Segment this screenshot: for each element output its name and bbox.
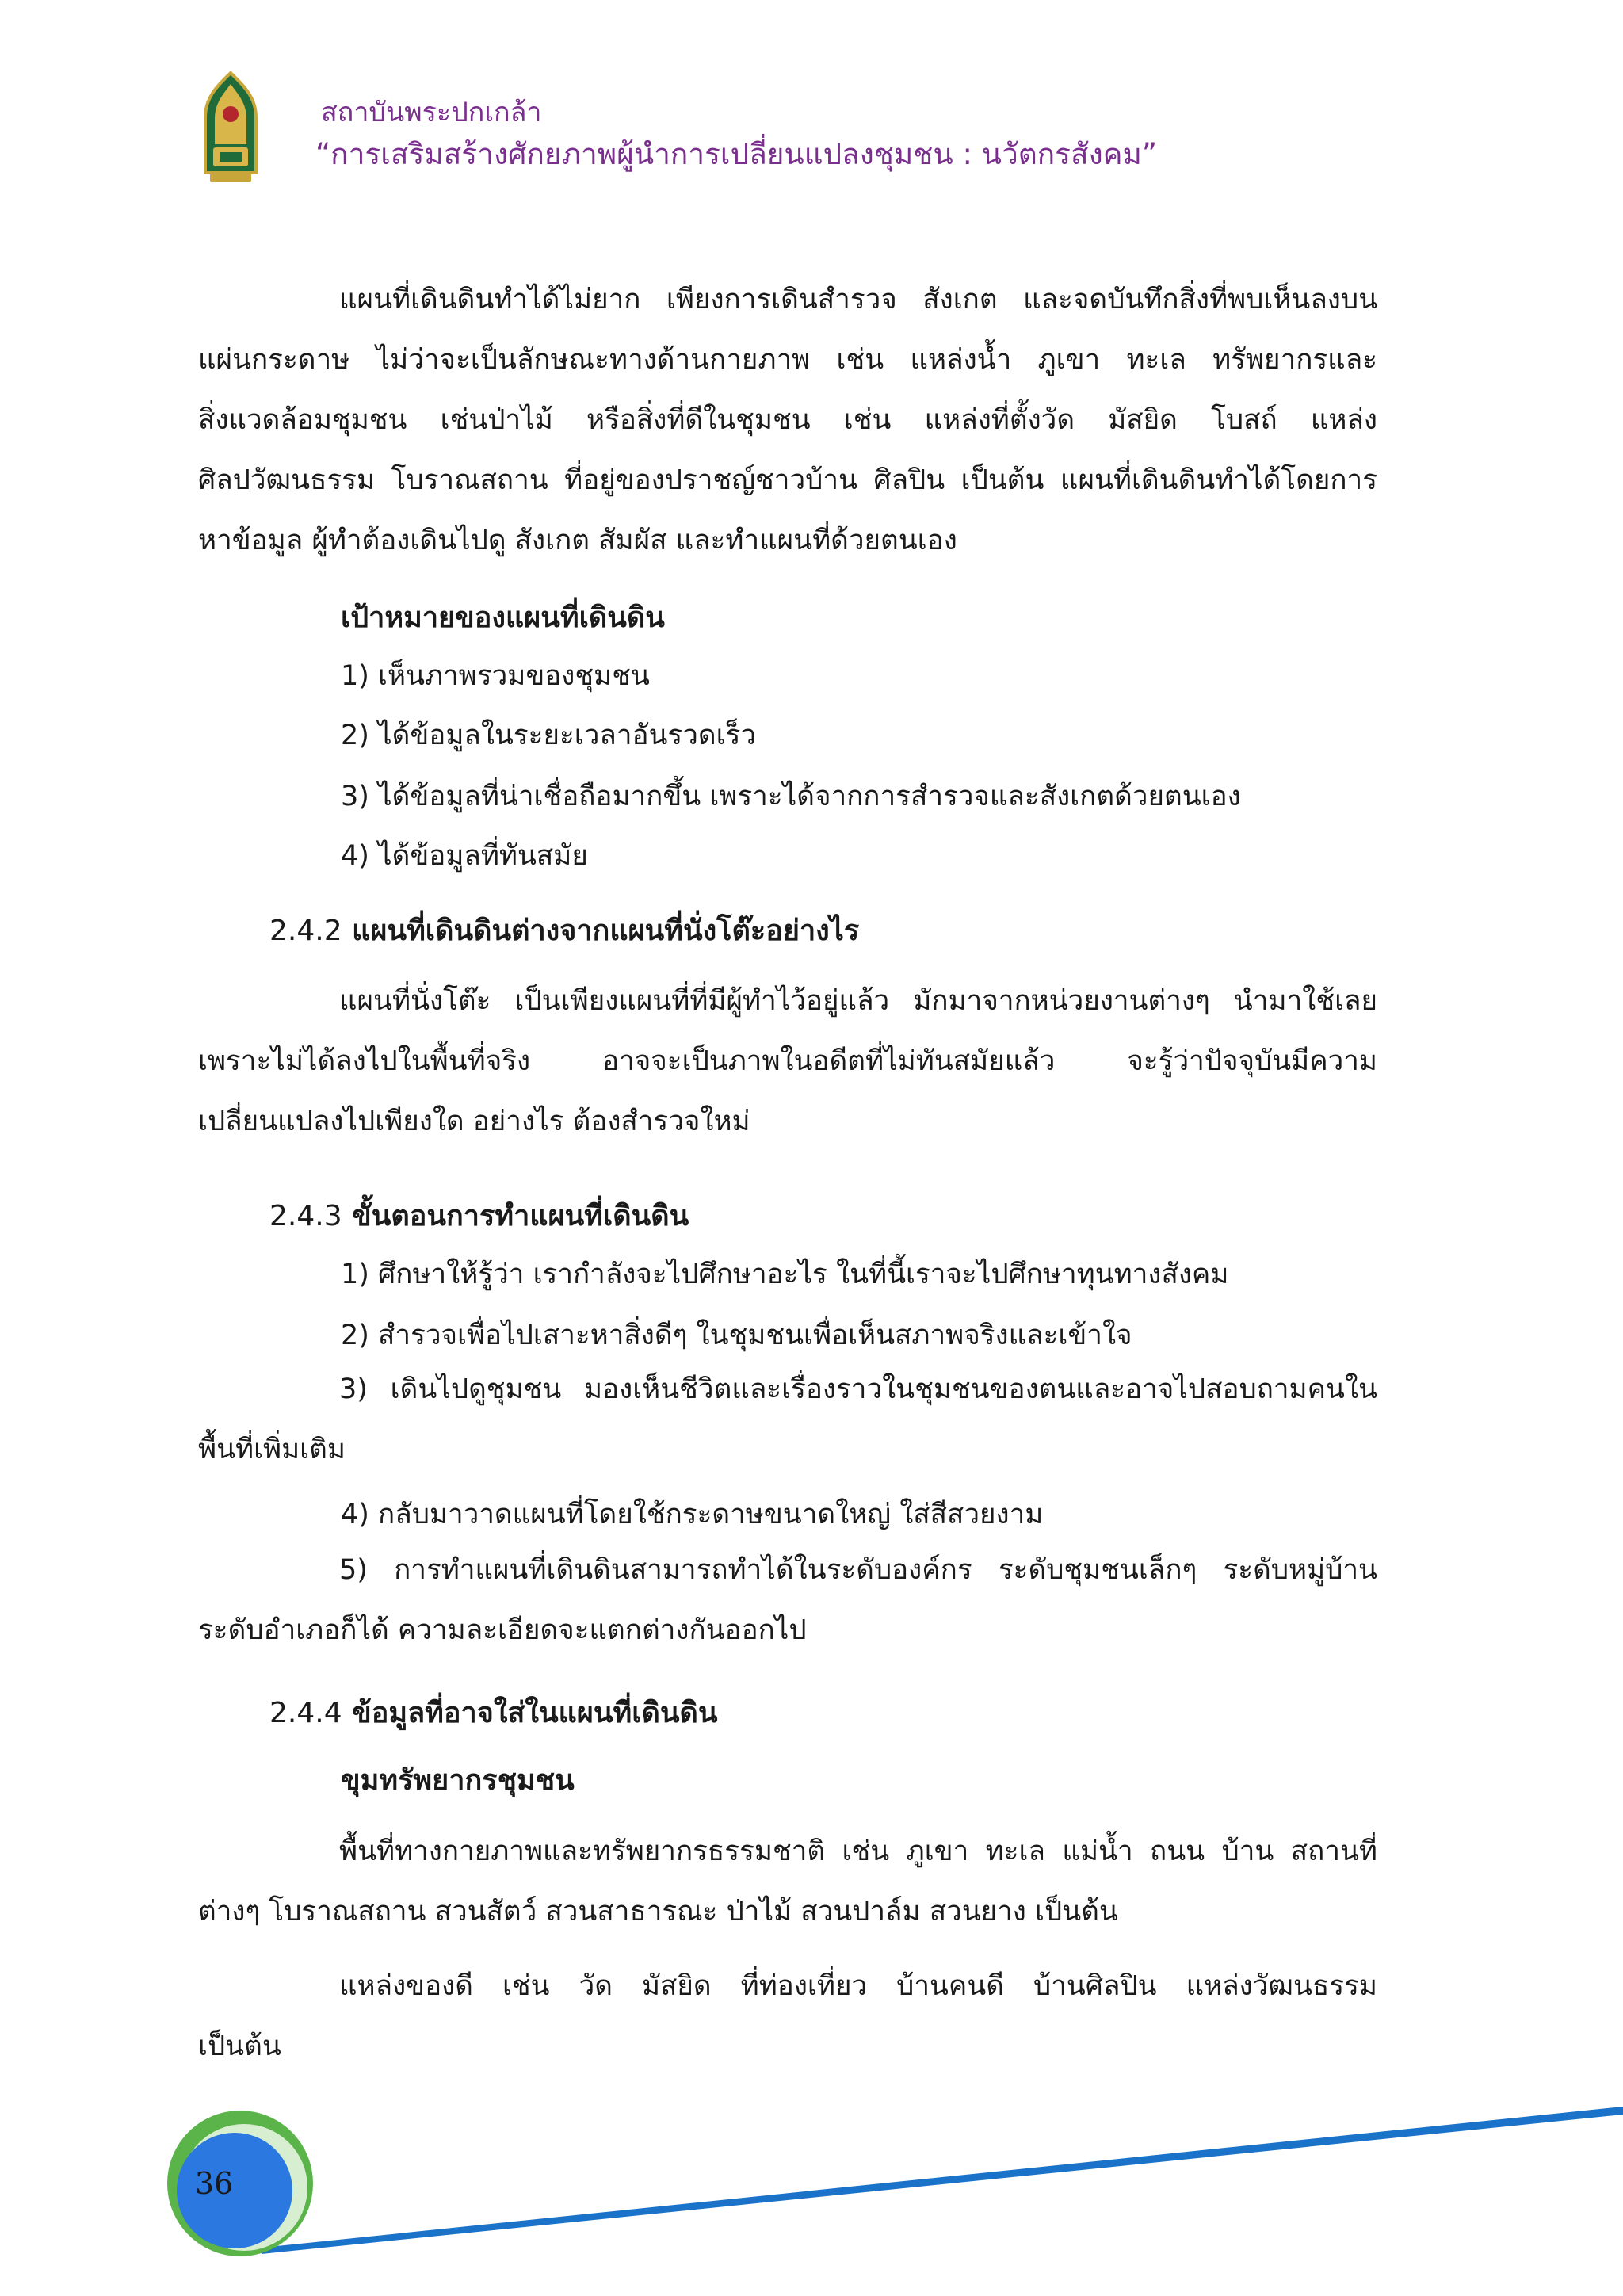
page-number: 36: [194, 2166, 234, 2201]
paragraph-line: แผนที่นั่งโต๊ะ เป็นเพียงแผนที่ที่มีผู้ทำไว้อยู่แล้ว มักมาจากหน่วยงานต่างๆ นำมาใช้เลย: [339, 985, 1377, 1017]
institute-emblem-icon: [196, 68, 265, 187]
section-heading-2-4-2: [269, 907, 859, 953]
section-number: 2.4.2: [269, 915, 342, 947]
step-item-3: [198, 1359, 1377, 1480]
goal-item: 1) เห็นภาพรวมของชุมชน: [341, 660, 650, 692]
step-item-5: [198, 1540, 1377, 1660]
section-title: แผนที่เดินดินต่างจากแผนที่นั่งโต๊ะอย่างไร: [352, 915, 860, 947]
section-2-4-2-paragraph: [198, 971, 1377, 1152]
paragraph-line: เพราะไม่ได้ลงไปในพื้นที่จริง อาจจะเป็นภาพในอดีตที่ไม่ทันสมัยแล้ว จะรู้ว่าปัจจุบันมีความ: [198, 1045, 1377, 1077]
section-title: ขั้นตอนการทำแผนที่เดินดิน: [352, 1200, 689, 1232]
paragraph-line: ศิลปวัฒนธรรม โบราณสถาน ที่อยู่ของปราชญ์ชาวบ้าน ศิลปิน เป็นต้น แผนที่เดินดินทำได้โดยการ: [198, 464, 1377, 496]
paragraph-line: แหล่งของดี เช่น วัด มัสยิด ที่ท่องเที่ยว บ้านคนดี บ้านศิลปิน แหล่งวัฒนธรรม: [339, 1970, 1377, 2002]
institution-name: สถาบันพระปกเกล้า: [321, 97, 542, 128]
paragraph-line: เปลี่ยนแปลงไปเพียงใด อย่างไร ต้องสำรวจใหม่: [198, 1106, 750, 1137]
section-2-4-4-paragraph-1: [198, 1821, 1377, 1942]
course-title: “การเสริมสร้างศักยภาพผู้นำการเปลี่ยนแปลงชุมชน : นวัตกรสังคม”: [315, 137, 1158, 171]
paragraph-line: แผนที่เดินดินทำได้ไม่ยาก เพียงการเดินสำรวจ สังเกต และจดบันทึกสิ่งที่พบเห็นลงบน: [339, 284, 1377, 315]
paragraph-line: พื้นที่เพิ่มเติม: [198, 1434, 346, 1465]
paragraph-line: สิ่งแวดล้อมชุมชน เช่นป่าไม้ หรือสิ่งที่ดีในชุมชน เช่น แหล่งที่ตั้งวัด มัสยิด โบสถ์ แหล่ง: [198, 404, 1377, 436]
section-2-4-4-paragraph-2: [198, 1956, 1377, 2076]
step-item: 4) กลับมาวาดแผนที่โดยใช้กระดาษขนาดใหญ่ ใส่สีสวยงาม: [341, 1499, 1044, 1530]
intro-paragraph: [198, 269, 1377, 571]
section-title: ข้อมูลที่อาจใส่ในแผนที่เดินดิน: [352, 1697, 718, 1729]
section-heading-2-4-3: [269, 1193, 689, 1238]
paragraph-line: ต่างๆ โบราณสถาน สวนสัตว์ สวนสาธารณะ ป่าไม้ สวนปาล์ม สวนยาง เป็นต้น: [198, 1896, 1118, 1927]
goal-item: 4) ได้ข้อมูลที่ทันสมัย: [341, 840, 588, 872]
paragraph-line: 3) เดินไปดูชุมชน มองเห็นชีวิตและเรื่องราวในชุมชนของตนและอาจไปสอบถามคนใน: [339, 1373, 1377, 1405]
section-number: 2.4.4: [269, 1697, 342, 1729]
paragraph-line: 5) การทำแผนที่เดินดินสามารถทำได้ในระดับองค์กร ระดับชุมชนเล็กๆ ระดับหมู่บ้าน: [339, 1554, 1377, 1586]
step-item: 1) ศึกษาให้รู้ว่า เรากำลังจะไปศึกษาอะไร ในที่นี้เราจะไปศึกษาทุนทางสังคม: [341, 1259, 1229, 1290]
community-resources-heading: ขุมทรัพยากรชุมชน: [341, 1764, 575, 1797]
goals-heading: เป้าหมายของแผนที่เดินดิน: [341, 602, 665, 634]
paragraph-line: เป็นต้น: [198, 2030, 281, 2062]
paragraph-line: หาข้อมูล ผู้ทำต้องเดินไปดู สังเกต สัมผัส และทำแผนที่ด้วยตนเอง: [198, 525, 957, 556]
paragraph-line: พื้นที่ทางกายภาพและทรัพยากรธรรมชาติ เช่น ภูเขา ทะเล แม่น้ำ ถนน บ้าน สถานที่: [339, 1836, 1377, 1867]
paragraph-line: ระดับอำเภอก็ได้ ความละเอียดจะแตกต่างกันออกไป: [198, 1614, 807, 1646]
section-number: 2.4.3: [269, 1200, 342, 1232]
section-heading-2-4-4: [269, 1690, 718, 1735]
step-item: 2) สำรวจเพื่อไปเสาะหาสิ่งดีๆ ในชุมชนเพื่อเห็นสภาพจริงและเข้าใจ: [341, 1320, 1132, 1351]
paragraph-line: แผ่นกระดาษ ไม่ว่าจะเป็นลักษณะทางด้านกายภาพ เช่น แหล่งน้ำ ภูเขา ทะเล ทรัพยากรและ: [198, 344, 1377, 376]
goal-item: 3) ได้ข้อมูลที่น่าเชื่อถือมากขึ้น เพราะได้จากการสำรวจและสังเกตด้วยตนเอง: [341, 781, 1241, 812]
goal-item: 2) ได้ข้อมูลในระยะเวลาอันรวดเร็ว: [341, 720, 757, 751]
